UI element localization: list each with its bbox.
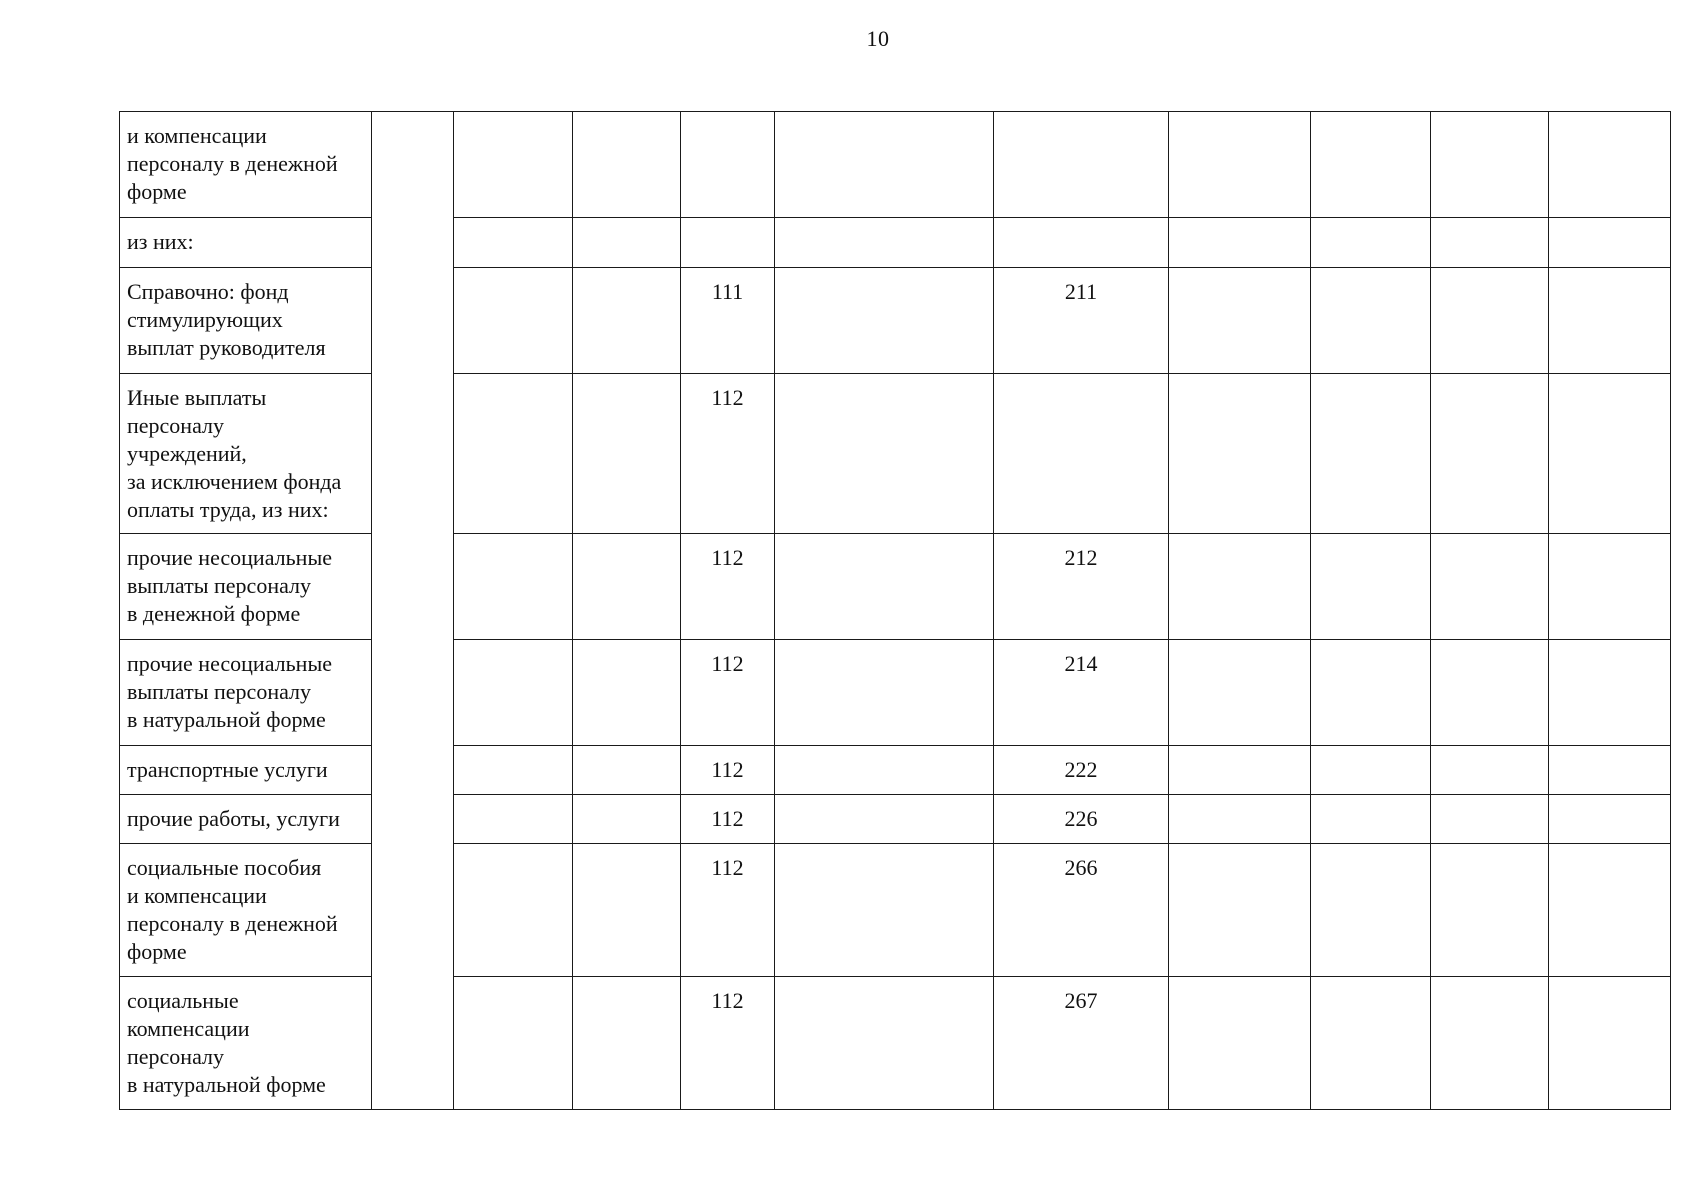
blank-cell <box>1169 534 1311 640</box>
blank-cell <box>1549 844 1671 977</box>
blank-cell <box>1169 746 1311 795</box>
blank-cell <box>1311 112 1431 218</box>
blank-cell <box>573 746 681 795</box>
blank-cell <box>1169 795 1311 844</box>
description-line: прочие несоциальные <box>127 545 332 570</box>
row-description <box>120 268 372 374</box>
table-row <box>120 977 1671 1110</box>
blank-cell <box>372 374 454 534</box>
row-description <box>120 640 372 746</box>
blank-cell <box>372 534 454 640</box>
blank-cell <box>573 268 681 374</box>
blank-cell <box>1549 374 1671 534</box>
blank-cell <box>1431 374 1549 534</box>
row-description <box>120 112 372 218</box>
blank-cell <box>454 268 573 374</box>
blank-cell <box>1311 746 1431 795</box>
blank-cell <box>1169 844 1311 977</box>
blank-cell <box>1311 844 1431 977</box>
blank-cell <box>454 844 573 977</box>
blank-cell <box>573 374 681 534</box>
blank-cell <box>372 977 454 1110</box>
page-number: 10 <box>866 26 890 51</box>
blank-cell <box>1549 746 1671 795</box>
kvr-code-cell: 112 <box>681 977 775 1110</box>
blank-cell <box>1311 218 1431 268</box>
blank-cell <box>1549 795 1671 844</box>
table-row <box>120 268 1671 374</box>
table-row <box>120 374 1671 534</box>
blank-cell <box>454 218 573 268</box>
blank-cell <box>1431 977 1549 1110</box>
row-description <box>120 534 372 640</box>
blank-cell <box>775 268 994 374</box>
blank-cell <box>775 374 994 534</box>
blank-cell <box>372 844 454 977</box>
description-line: Справочно: фонд <box>127 279 289 304</box>
description-line: и компенсации <box>127 883 267 908</box>
kosgu-code-cell <box>994 112 1169 218</box>
kvr-code-cell <box>681 218 775 268</box>
blank-cell <box>372 112 454 218</box>
kvr-code-cell: 112 <box>681 844 775 977</box>
blank-cell <box>1169 268 1311 374</box>
description-line: оплаты труда, из них: <box>127 497 329 522</box>
blank-cell <box>454 795 573 844</box>
blank-cell <box>573 640 681 746</box>
description-line: персоналу в денежной <box>127 911 338 936</box>
kosgu-code-cell: 267 <box>994 977 1169 1110</box>
blank-cell <box>372 268 454 374</box>
description-line: социальные пособия <box>127 855 322 880</box>
budget-table <box>119 111 1671 1110</box>
blank-cell <box>1431 534 1549 640</box>
blank-cell <box>1311 795 1431 844</box>
row-description <box>120 746 372 795</box>
blank-cell <box>454 746 573 795</box>
description-line: в денежной форме <box>127 601 301 626</box>
blank-cell <box>1431 844 1549 977</box>
blank-cell <box>454 977 573 1110</box>
kvr-code-cell: 112 <box>681 534 775 640</box>
kvr-code-cell: 112 <box>681 640 775 746</box>
description-line: из них: <box>127 229 194 254</box>
blank-cell <box>1169 640 1311 746</box>
blank-cell <box>372 218 454 268</box>
description-line: за исключением фонда <box>127 469 342 494</box>
table-row <box>120 640 1671 746</box>
description-line: стимулирующих <box>127 307 283 332</box>
blank-cell <box>775 746 994 795</box>
kvr-code-cell <box>681 112 775 218</box>
blank-cell <box>775 977 994 1110</box>
blank-cell <box>573 534 681 640</box>
description-line: выплаты персоналу <box>127 573 312 598</box>
blank-cell <box>454 534 573 640</box>
blank-cell <box>775 112 994 218</box>
blank-cell <box>1169 112 1311 218</box>
blank-cell <box>775 795 994 844</box>
blank-cell <box>372 746 454 795</box>
row-description <box>120 374 372 534</box>
kosgu-code-cell: 226 <box>994 795 1169 844</box>
blank-cell <box>1311 374 1431 534</box>
blank-cell <box>573 977 681 1110</box>
table-row <box>120 218 1671 268</box>
blank-cell <box>454 640 573 746</box>
kosgu-code-cell: 212 <box>994 534 1169 640</box>
blank-cell <box>1549 534 1671 640</box>
kvr-code-cell: 112 <box>681 374 775 534</box>
blank-cell <box>1431 640 1549 746</box>
blank-cell <box>1431 268 1549 374</box>
blank-cell <box>1549 112 1671 218</box>
table-row <box>120 746 1671 795</box>
blank-cell <box>454 374 573 534</box>
blank-cell <box>1549 640 1671 746</box>
description-line: социальные <box>127 988 239 1013</box>
description-line: и компенсации <box>127 123 267 148</box>
description-line: выплаты персоналу <box>127 679 312 704</box>
description-line: форме <box>127 179 187 204</box>
kosgu-code-cell: 222 <box>994 746 1169 795</box>
blank-cell <box>775 640 994 746</box>
table-row <box>120 534 1671 640</box>
blank-cell <box>1311 534 1431 640</box>
blank-cell <box>775 534 994 640</box>
kvr-code-cell: 112 <box>681 795 775 844</box>
blank-cell <box>573 844 681 977</box>
description-line: персоналу в денежной <box>127 151 338 176</box>
blank-cell <box>1549 977 1671 1110</box>
table-row <box>120 844 1671 977</box>
kosgu-code-cell: 214 <box>994 640 1169 746</box>
blank-cell <box>1549 218 1671 268</box>
blank-cell <box>372 795 454 844</box>
blank-cell <box>1169 977 1311 1110</box>
blank-cell <box>1431 795 1549 844</box>
description-line: выплат руководителя <box>127 335 326 360</box>
description-line: учреждений, <box>127 441 247 466</box>
blank-cell <box>1431 218 1549 268</box>
blank-cell <box>1311 640 1431 746</box>
blank-cell <box>1169 374 1311 534</box>
kosgu-code-cell: 266 <box>994 844 1169 977</box>
blank-cell <box>1311 977 1431 1110</box>
description-line: в натуральной форме <box>127 707 326 732</box>
kosgu-code-cell <box>994 374 1169 534</box>
description-line: прочие работы, услуги <box>127 806 340 831</box>
blank-cell <box>454 112 573 218</box>
row-description <box>120 977 372 1110</box>
blank-cell <box>1549 268 1671 374</box>
table-row <box>120 795 1671 844</box>
kosgu-code-cell <box>994 218 1169 268</box>
blank-cell <box>1169 218 1311 268</box>
blank-cell <box>372 640 454 746</box>
table-row <box>120 112 1671 218</box>
description-line: форме <box>127 939 187 964</box>
kosgu-code-cell: 211 <box>994 268 1169 374</box>
blank-cell <box>573 218 681 268</box>
blank-cell <box>775 844 994 977</box>
description-line: в натуральной форме <box>127 1072 326 1097</box>
blank-cell <box>775 218 994 268</box>
description-line: Иные выплаты <box>127 385 267 410</box>
blank-cell <box>1431 746 1549 795</box>
description-line: транспортные услуги <box>127 757 328 782</box>
row-description <box>120 218 372 268</box>
blank-cell <box>1431 112 1549 218</box>
kvr-code-cell: 111 <box>681 268 775 374</box>
blank-cell <box>573 112 681 218</box>
description-line: персоналу <box>127 1044 225 1069</box>
kvr-code-cell: 112 <box>681 746 775 795</box>
description-line: персоналу <box>127 413 225 438</box>
blank-cell <box>1311 268 1431 374</box>
row-description <box>120 795 372 844</box>
blank-cell <box>573 795 681 844</box>
description-line: прочие несоциальные <box>127 651 332 676</box>
description-line: компенсации <box>127 1016 250 1041</box>
row-description <box>120 844 372 977</box>
